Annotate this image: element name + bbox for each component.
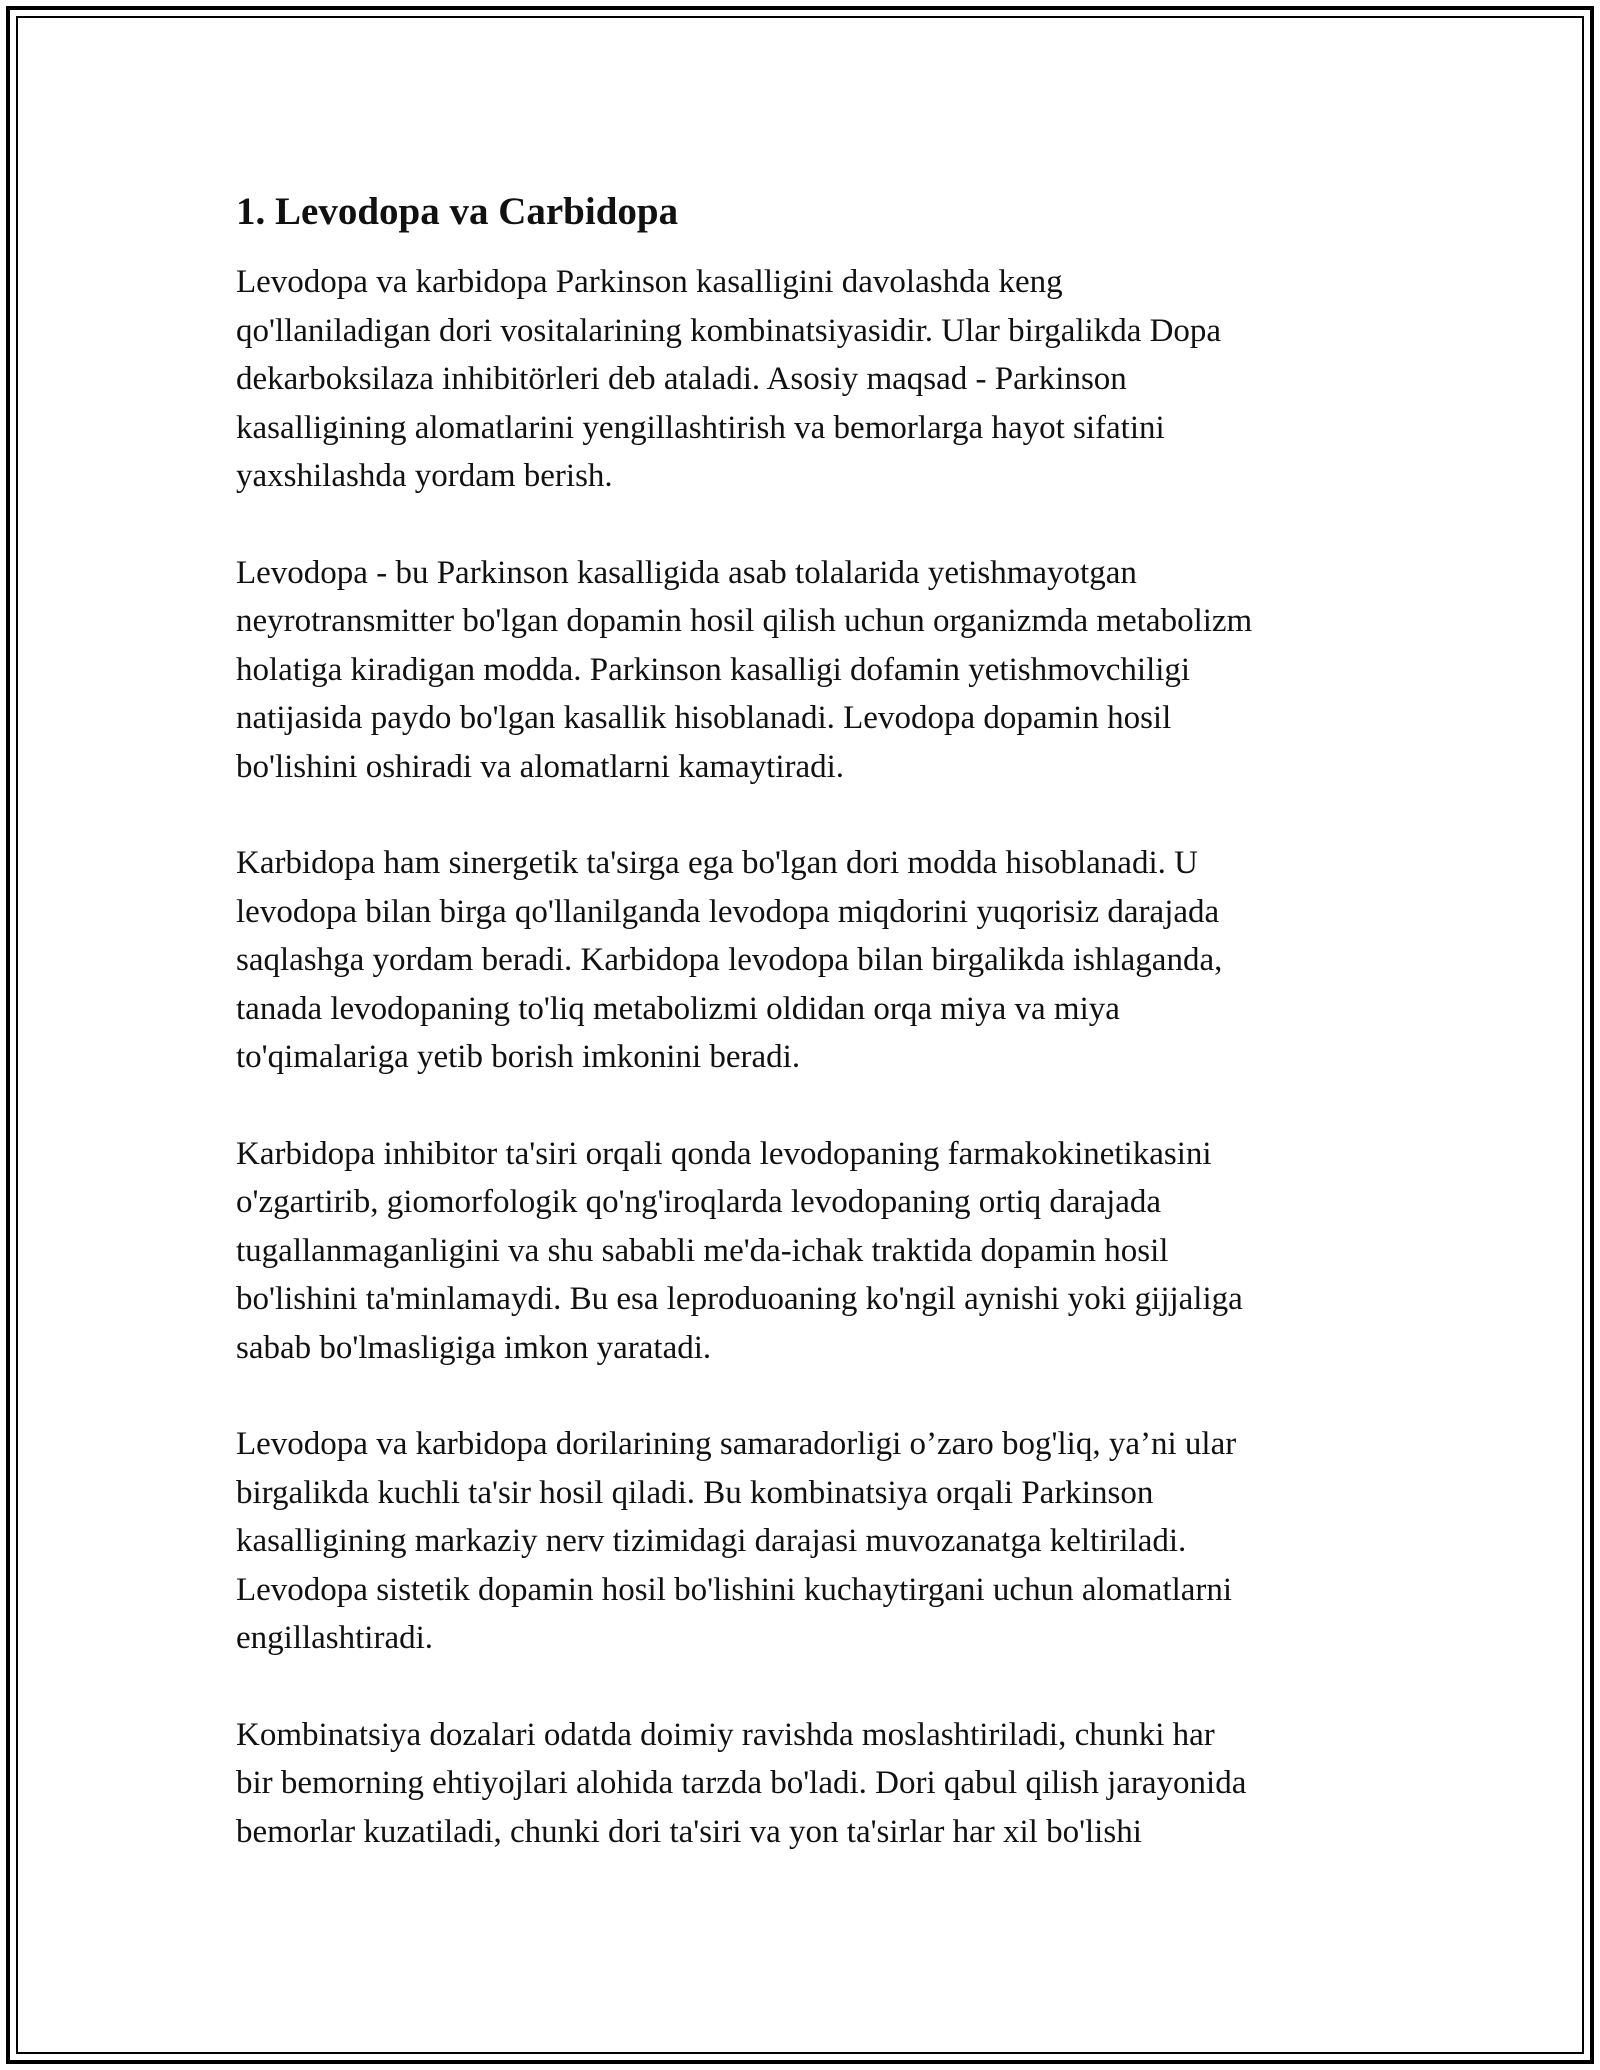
paragraph bbox=[236, 839, 1376, 1082]
paragraph-line: bo'lishini oshiradi va alomatlarni kamaytiradi. bbox=[236, 748, 845, 785]
paragraph-line: Karbidopa inhibitor ta'siri orqali qonda levodopaning farmakokinetikasini bbox=[236, 1135, 1212, 1172]
paragraph-line: tanada levodopaning to'liq metabolizmi oldidan orqa miya va miya bbox=[236, 990, 1120, 1027]
paragraph-line: birgalikda kuchli ta'sir hosil qiladi. Bu kombinatsiya orqali Parkinson bbox=[236, 1474, 1154, 1511]
paragraph-line: Levodopa va karbidopa Parkinson kasalligini davolashda keng bbox=[236, 264, 1063, 300]
paragraph-line: Kombinatsiya dozalari odatda doimiy ravishda moslashtiriladi, chunki har bbox=[236, 1716, 1215, 1753]
paragraph-line: saqlashga yordam beradi. Karbidopa levodopa bilan birgalikda ishlaganda, bbox=[236, 942, 1223, 978]
paragraph-line: o'zgartirib, giomorfologik qo'ng'iroqlarda levodopaning ortiq darajada bbox=[236, 1184, 1162, 1220]
paragraph-line: Karbidopa ham sinergetik ta'sirga ega bo'lgan dori modda hisoblanadi. U bbox=[236, 845, 1198, 881]
paragraph-line: yaxshilashda yordam berish. bbox=[236, 458, 613, 494]
paragraph-line: natijasida paydo bo'lgan kasallik hisoblanadi. Levodopa dopamin hosil bbox=[236, 700, 1172, 736]
paragraph-line: engillashtiradi. bbox=[236, 1620, 434, 1656]
paragraph-line: holatiga kiradigan modda. Parkinson kasalligi dofamin yetishmovchiligi bbox=[236, 651, 1191, 688]
document-title: 1. Levodopa va Carbidopa bbox=[236, 190, 679, 233]
paragraph-list bbox=[236, 258, 1376, 1856]
paragraph bbox=[236, 1420, 1376, 1663]
paragraph-line: kasalligining alomatlarini yengillashtirish va bemorlarga hayot sifatini bbox=[236, 409, 1165, 446]
paragraph-line: bemorlar kuzatiladi, chunki dori ta'siri va yon ta'sirlar har xil bo'lishi bbox=[236, 1813, 1142, 1850]
paragraph-line: Levodopa va karbidopa dorilarining samaradorligi o’zaro bog'liq, ya’ni ular bbox=[236, 1426, 1237, 1462]
paragraph-line: bir bemorning ehtiyojlari alohida tarzda bo'ladi. Dori qabul qilish jarayonida bbox=[236, 1765, 1247, 1801]
paragraph-line: sabab bo'lmasligiga imkon yaratadi. bbox=[236, 1329, 712, 1366]
paragraph-line: kasalligining markaziy nerv tizimidagi darajasi muvozanatga keltiriladi. bbox=[236, 1523, 1187, 1559]
paragraph bbox=[236, 1130, 1376, 1373]
paragraph bbox=[236, 258, 1376, 501]
paragraph-line: neyrotransmitter bo'lgan dopamin hosil qilish uchun organizmda metabolizm bbox=[236, 603, 1253, 639]
paragraph-line: levodopa bilan birga qo'llanilganda levodopa miqdorini yuqorisiz darajada bbox=[236, 893, 1220, 930]
paragraph-line: Levodopa - bu Parkinson kasalligida asab tolalarida yetishmayotgan bbox=[236, 554, 1137, 591]
paragraph-line: Levodopa sistetik dopamin hosil bo'lishini kuchaytirgani uchun alomatlarni bbox=[236, 1571, 1233, 1608]
paragraph bbox=[236, 549, 1376, 792]
paragraph-line: bo'lishini ta'minlamaydi. Bu esa leproduoaning ko'ngil aynishi yoki gijjaliga bbox=[236, 1281, 1243, 1317]
paragraph-line: tugallanmaganligini va shu sababli me'da-ichak traktida dopamin hosil bbox=[236, 1232, 1169, 1269]
paragraph-line: to'qimalariga yetib borish imkonini beradi. bbox=[236, 1039, 801, 1075]
paragraph-line: qo'llaniladigan dori vositalarining kombinatsiyasidir. Ular birgalikda Dopa bbox=[236, 312, 1222, 349]
paragraph-line: dekarboksilaza inhibitörleri deb ataladi. Asosiy maqsad - Parkinson bbox=[236, 361, 1127, 397]
document-body bbox=[236, 186, 1376, 1904]
paragraph bbox=[236, 1711, 1376, 1857]
